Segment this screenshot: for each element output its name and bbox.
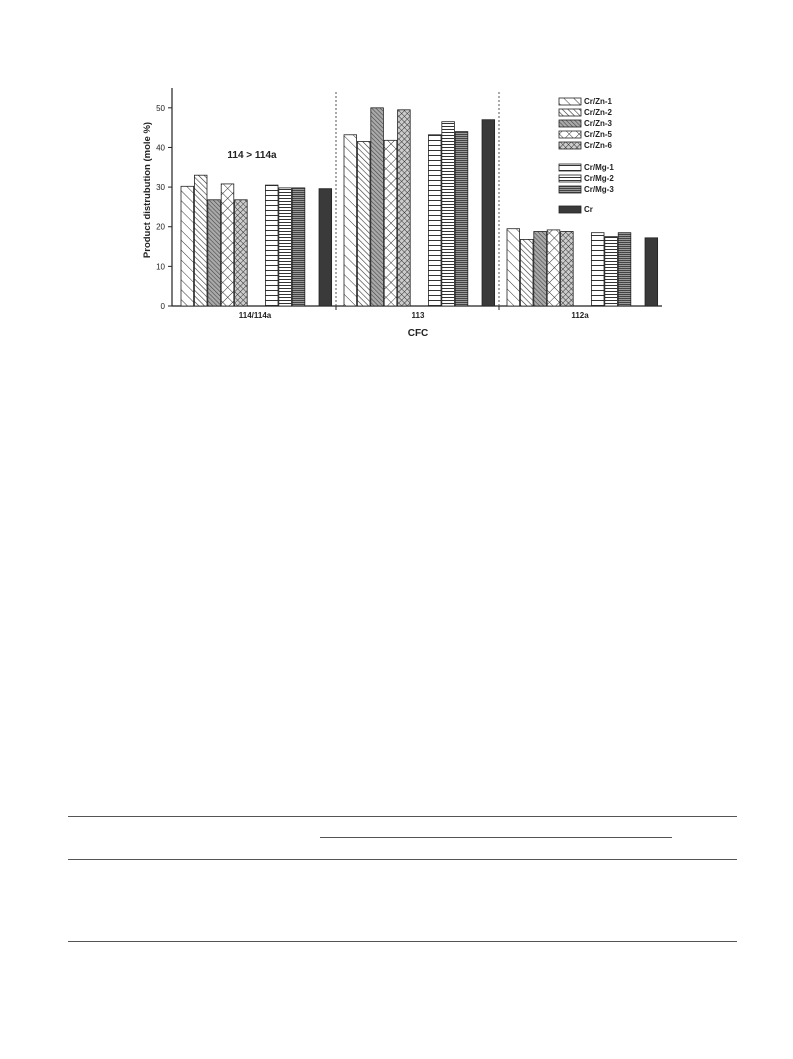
legend-label: Cr/Zn-2	[584, 108, 612, 117]
bar-cr-mg-1-113	[428, 135, 441, 306]
bar-cr-zn-6-113	[398, 110, 411, 306]
legend-label: Cr/Mg-3	[584, 185, 614, 194]
x-tick-label: 112a	[571, 311, 589, 320]
legend-label: Cr/Zn-3	[584, 119, 612, 128]
y-tick-label: 50	[156, 103, 165, 113]
bar-cr-zn-3-114-114a	[208, 200, 221, 306]
table-column-span-rule	[320, 837, 672, 838]
legend-label: Cr/Zn-6	[584, 141, 612, 150]
y-axis-label: Product distrubution (mole %)	[142, 121, 153, 259]
bar-cr-zn-1-113	[344, 135, 357, 306]
bar-cr-mg-2-114-114a	[279, 188, 292, 306]
bar-cr-mg-3-114-114a	[292, 188, 305, 306]
x-axis-label: CFC	[407, 328, 429, 339]
bar-cr-zn-6-112a	[561, 231, 574, 306]
legend-swatch	[559, 131, 581, 138]
legend-swatch	[559, 98, 581, 105]
table-bottom-rule	[68, 941, 737, 942]
bar-cr-zn-3-113	[371, 108, 384, 306]
bar-cr-114-114a	[319, 189, 332, 306]
legend-swatch	[559, 206, 581, 213]
legend-swatch	[559, 142, 581, 149]
legend-swatch	[559, 120, 581, 127]
y-tick-label: 10	[156, 262, 165, 272]
x-tick-label: 114/114a	[238, 311, 272, 320]
legend-swatch	[559, 109, 581, 116]
bar-cr-112a	[645, 238, 658, 306]
y-tick-label: 30	[156, 183, 165, 193]
bar-cr-mg-1-114-114a	[265, 185, 278, 306]
y-tick-label: 20	[156, 222, 165, 232]
bar-cr-zn-2-113	[357, 142, 370, 306]
bar-cr-zn-1-112a	[507, 229, 520, 306]
bar-cr-mg-2-112a	[605, 237, 618, 306]
table-top-rule	[68, 816, 737, 817]
bar-cr-mg-3-112a	[618, 233, 631, 306]
bar-cr-mg-2-113	[442, 122, 455, 306]
bar-cr-zn-5-114-114a	[221, 184, 234, 306]
bar-cr-zn-5-113	[384, 140, 397, 306]
bar-cr-zn-2-112a	[520, 239, 533, 306]
legend-label: Cr/Mg-1	[584, 163, 614, 172]
y-tick-label: 0	[160, 302, 165, 311]
legend	[559, 97, 614, 214]
x-tick-label: 113	[411, 311, 425, 320]
bar-chart	[0, 0, 793, 350]
annotation-text: 114 > 114a	[227, 150, 277, 161]
bar-cr-zn-5-112a	[547, 230, 560, 306]
bar-cr-zn-6-114-114a	[235, 200, 248, 306]
legend-label: Cr	[584, 205, 593, 214]
bar-cr-mg-1-112a	[591, 233, 604, 306]
table-header-rule	[68, 859, 737, 860]
legend-swatch	[559, 164, 581, 171]
legend-swatch	[559, 175, 581, 182]
legend-label: Cr/Mg-2	[584, 174, 614, 183]
bar-cr-mg-3-113	[455, 132, 468, 306]
legend-label: Cr/Zn-5	[584, 130, 612, 139]
bar-cr-zn-2-114-114a	[194, 175, 207, 306]
legend-label: Cr/Zn-1	[584, 97, 612, 106]
bar-cr-113	[482, 120, 495, 306]
legend-swatch	[559, 186, 581, 193]
bar-cr-zn-3-112a	[534, 231, 547, 306]
bar-cr-zn-1-114-114a	[181, 186, 194, 306]
y-tick-label: 40	[156, 143, 165, 153]
